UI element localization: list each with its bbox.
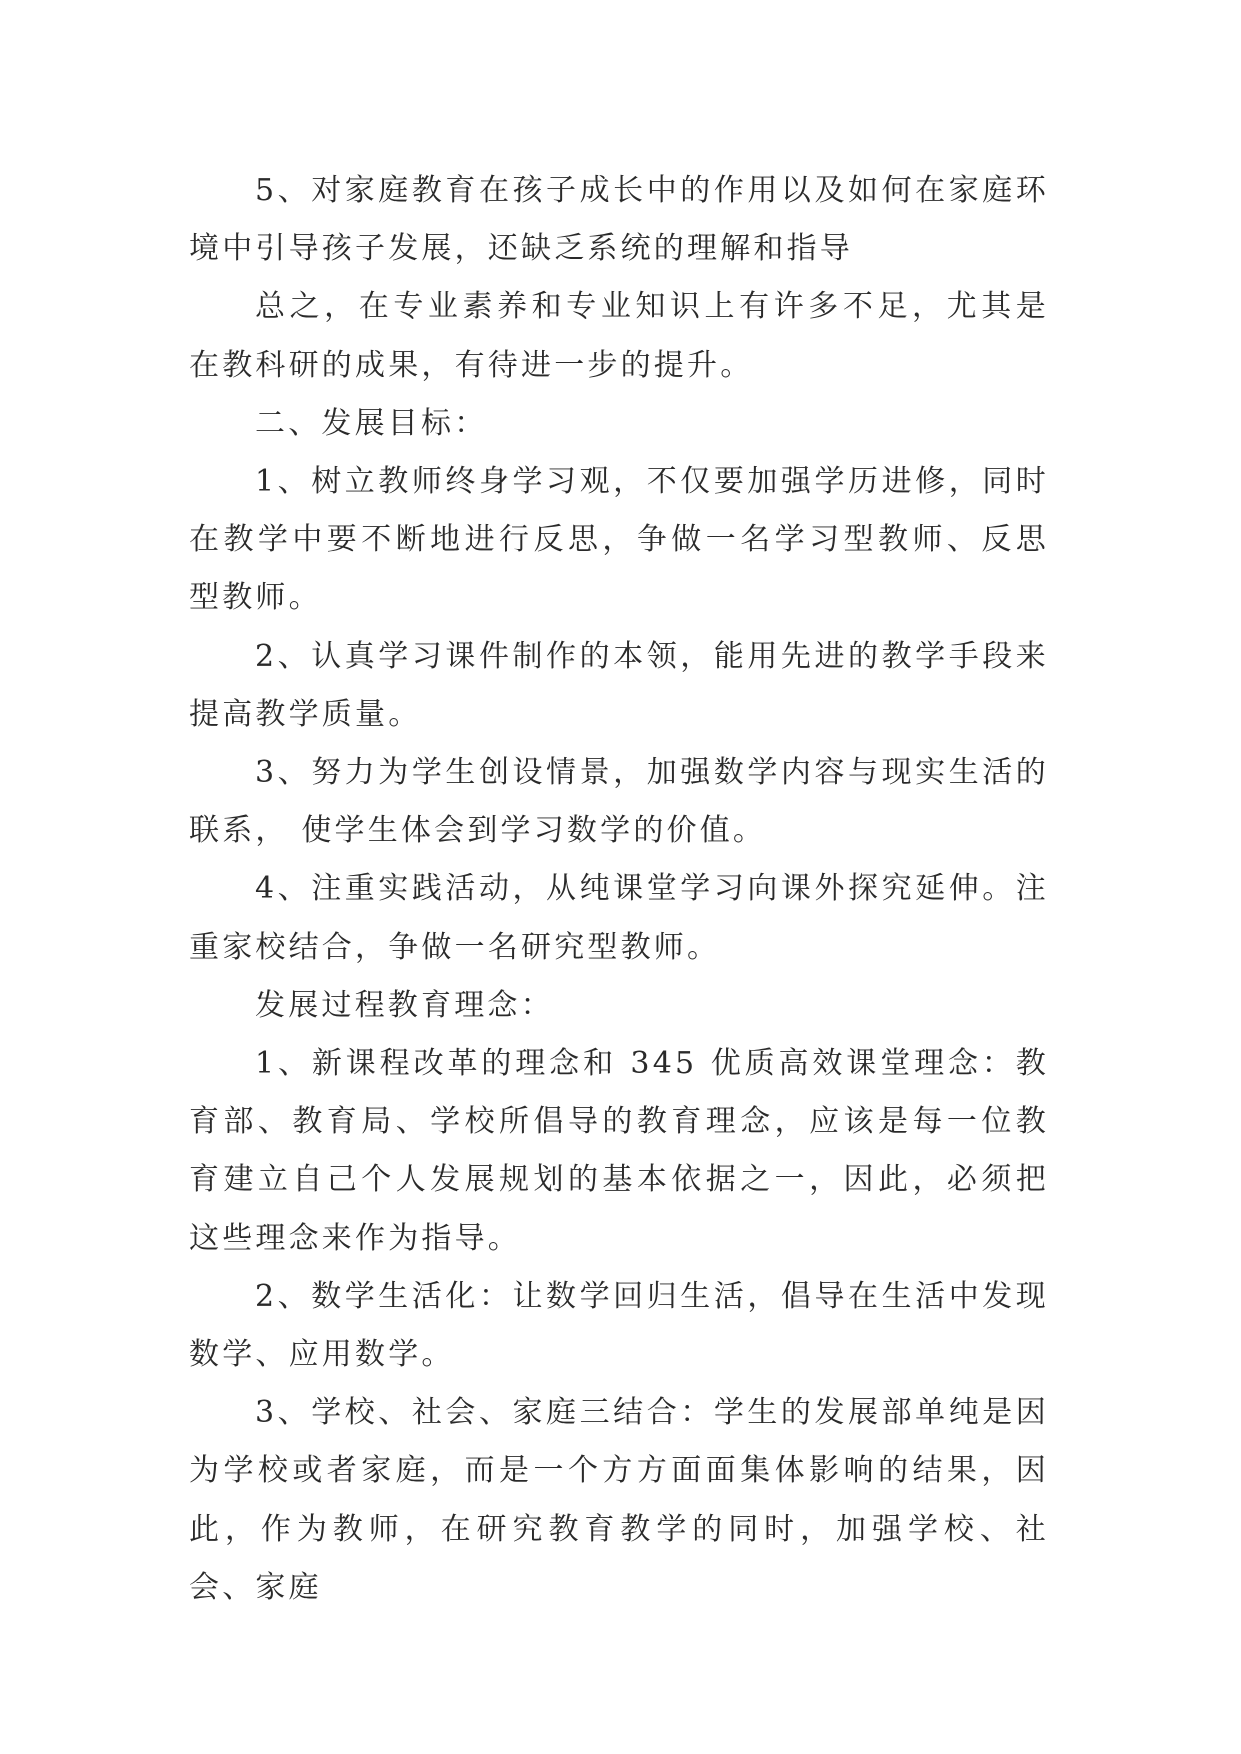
section-heading-education-concepts: 发展过程教育理念： bbox=[255, 987, 554, 1023]
concept-item-3: 3、学校、社会、家庭三结合：学生的发展部单纯是因为学校或者家庭，而是一个方方面面集体影响的结果，因此，作为教师，在研究教育教学的同时，加强学校、社会、家庭 bbox=[189, 1395, 1049, 1605]
document-body bbox=[189, 162, 1049, 1617]
goal-item-4: 4、注重实践活动，从纯课堂学习向课外探究延伸。注重家校结合，争做一名研究型教师。 bbox=[189, 871, 1049, 965]
goal-item-2: 2、认真学习课件制作的本领，能用先进的教学手段来提高教学质量。 bbox=[189, 638, 1049, 732]
paragraph-summary: 总之，在专业素养和专业知识上有许多不足，尤其是在教科研的成果，有待进一步的提升。 bbox=[189, 289, 1049, 383]
paragraph-item-5-family-education: 5、对家庭教育在孩子成长中的作用以及如何在家庭环境中引导孩子发展，还缺乏系统的理解和指导 bbox=[189, 173, 1049, 267]
goal-item-1: 1、树立教师终身学习观，不仅要加强学历进修，同时在教学中要不断地进行反思，争做一名学习型教师、反思型教师。 bbox=[189, 464, 1049, 616]
concept-item-1: 1、新课程改革的理念和 345 优质高效课堂理念：教育部、教育局、学校所倡导的教育理念，应该是每一位教育建立自己个人发展规划的基本依据之一，因此，必须把这些理念来作为指导。 bbox=[189, 1046, 1049, 1256]
concept-item-2: 2、数学生活化：让数学回归生活，倡导在生活中发现数学、应用数学。 bbox=[189, 1278, 1049, 1373]
goal-item-3: 3、努力为学生创设情景，加强数学内容与现实生活的联系， 使学生体会到学习数学的价值。 bbox=[189, 755, 1049, 849]
section-heading-development-goals: 二、发展目标： bbox=[255, 405, 488, 441]
